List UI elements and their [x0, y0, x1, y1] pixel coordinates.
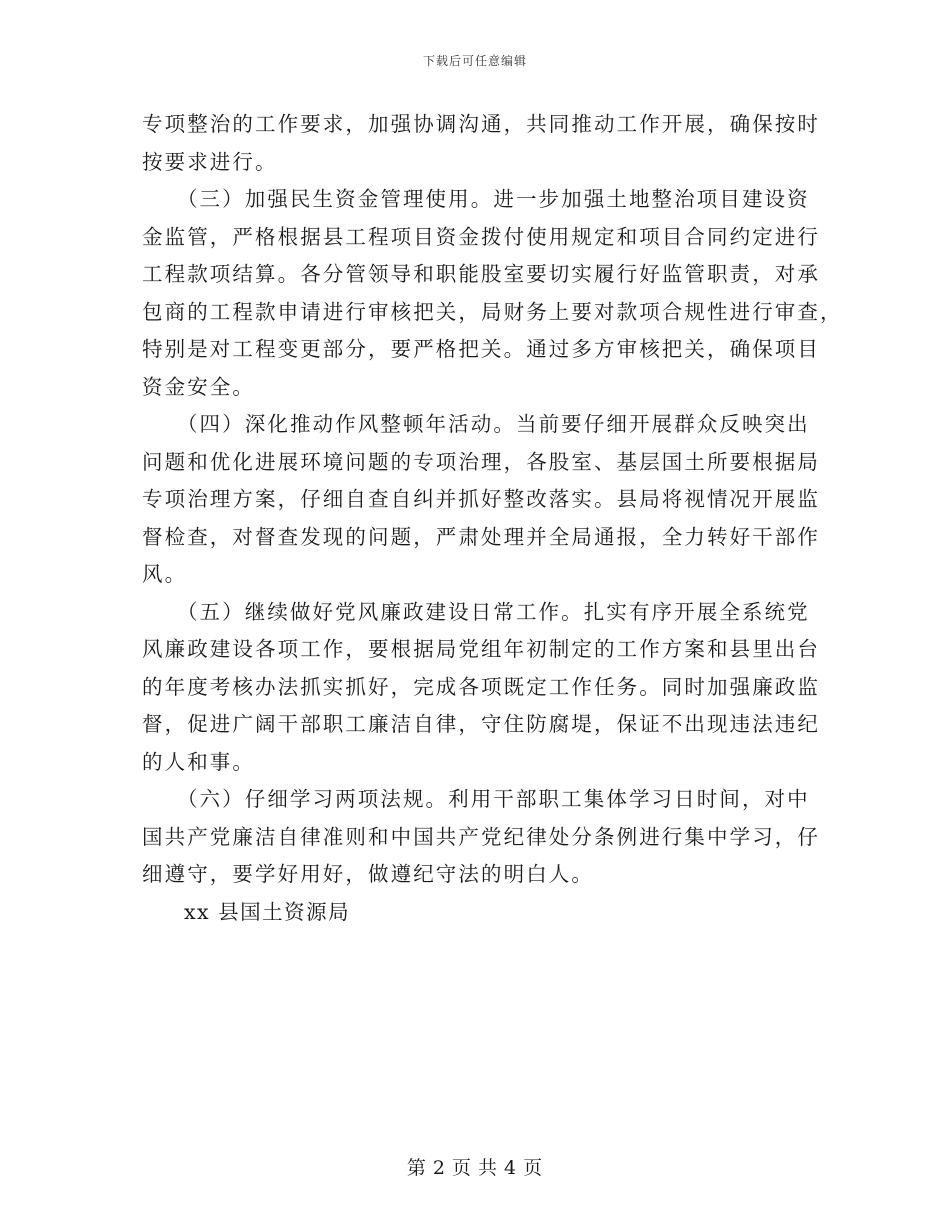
paragraph-section-3: [142, 181, 843, 406]
paragraph-continuation: [142, 106, 820, 181]
footer-mid: 页: [451, 1157, 472, 1179]
text-line: （三）加强民生资金管理使用。进一步加强土地整治项目建设资: [142, 187, 810, 211]
text-line: 的人和事。: [142, 749, 255, 774]
text-line: 的年度考核办法抓实抓好，完成各项既定工作任务。同时加强廉政监: [142, 674, 820, 699]
text-line: 包商的工程款申请进行审核把关，局财务上要对款项合规性进行审查，: [142, 299, 843, 324]
document-body: [142, 106, 843, 931]
paragraph-section-5: [142, 594, 820, 782]
text-line: 风。: [142, 562, 188, 586]
text-line: 资金安全。: [142, 374, 255, 399]
page-header-note: 下载后可任意编辑: [422, 54, 527, 68]
text-line: 国共产党廉洁自律准则和中国共产党纪律处分条例进行集中学习，仔: [142, 824, 820, 849]
signature-organization: xx 县国土资源局: [184, 899, 351, 924]
text-line: 专项整治的工作要求，加强协调沟通，共同推动工作开展，确保按时: [142, 112, 820, 136]
footer-prefix: 第: [406, 1157, 427, 1179]
paragraph-section-4: [142, 406, 820, 594]
footer-total-prefix: 共: [478, 1157, 499, 1179]
footer-suffix: 页: [523, 1157, 544, 1179]
footer-total-pages: 4: [504, 1157, 518, 1179]
text-line: 专项治理方案，仔细自查自纠并抓好整改落实。县局将视情况开展监: [142, 487, 820, 511]
text-line: 按要求进行。: [142, 149, 278, 174]
page-number-footer: [0, 1153, 950, 1180]
text-line: 金监管，严格根据县工程项目资金拨付使用规定和项目合同约定进行: [142, 224, 820, 249]
text-line: 督，促进广阔干部职工廉洁自律，守住防腐堤，保证不出现违法违纪: [142, 712, 820, 736]
text-line: 细遵守，要学好用好，做遵纪守法的明白人。: [142, 862, 594, 886]
text-line: 问题和优化进展环境问题的专项治理，各股室、基层国土所要根据局: [142, 449, 820, 474]
text-line: 特别是对工程变更部分，要严格把关。通过多方审核把关，确保项目: [142, 337, 820, 361]
text-line: 风廉政建设各项工作，要根据局党组年初制定的工作方案和县里出台: [142, 637, 820, 661]
text-line: （六）仔细学习两项法规。利用干部职工集体学习日时间，对中: [142, 787, 810, 811]
text-line: （四）深化推动作风整顿年活动。当前要仔细开展群众反映突出: [142, 412, 810, 436]
text-line: （五）继续做好党风廉政建设日常工作。扎实有序开展全系统党: [142, 599, 810, 624]
text-line: 工程款项结算。各分管领导和职能股室要切实履行好监管职责，对承: [142, 262, 820, 286]
footer-current-page: 2: [432, 1157, 446, 1179]
text-line: 督检查，对督查发现的问题，严肃处理并全局通报，全力转好干部作: [142, 524, 820, 549]
paragraph-section-6: [142, 781, 820, 894]
